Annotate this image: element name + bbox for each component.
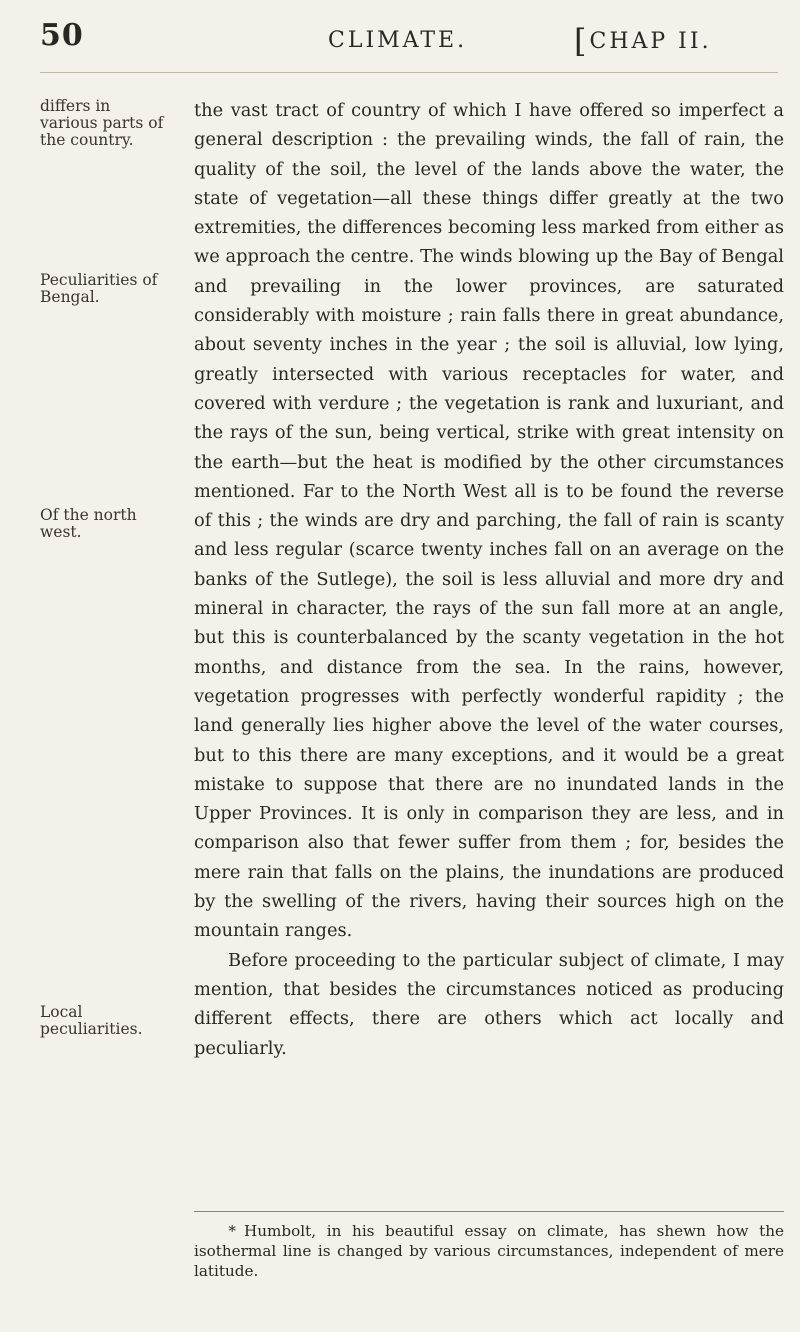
- header-rule: [40, 72, 778, 73]
- footnote-mark: *: [228, 1222, 236, 1240]
- margin-note-bengal: Peculiarities of Bengal.: [40, 271, 158, 306]
- body-text: [194, 96, 784, 1063]
- margin-note-local: Local peculiarities.: [40, 1003, 143, 1038]
- footnote-text: Humbolt, in his beautiful essay on climate, has shewn how the isothermal line is changed by various circumstances, independent of mere latitude.: [194, 1222, 784, 1280]
- footnote-rule: [194, 1211, 784, 1212]
- page-number: 50: [40, 18, 84, 53]
- chapter-bracket: [: [574, 22, 590, 60]
- paragraph: the vast tract of country of which I have offered so imperfect a general description : the prevailing winds, the fall of rain, the quality of the soil, the level of the lands above the water, the state of vegetation—all these things differ greatly at the two extremities, the differences becoming less marked from either as we approach the centre. The winds blowing up the Bay of Bengal and prevailing in the lower provinces, are saturated considerably with moisture ; rain falls there in great abundance, about seventy inches in the year ; the soil is alluvial, low lying, greatly intersected with various receptacles for water, and covered with verdure ; the vegetation is rank and luxuriant, and the rays of the sun, being vertical, strike with great intensity on the earth—but the heat is modified by the other circumstances mentioned. Far to the North West all is to be found the reverse of this ; the winds are dry and parching, the fall of rain is scanty and less regular (scarce twenty inches fall on an average on the banks of the Sutlege), the soil is less alluvial and more dry and mineral in character, the rays of the sun fall more at an angle, but this is counterbalanced by the scanty vegetation in the hot months, and distance from the sea. In the rains, however, vegetation progresses with perfectly wonderful rapidity ; the land generally lies higher above the level of the water courses, but to this there are many exceptions, and it would be a great mistake to suppose that there are no inundated lands in the Upper Provinces. It is only in comparison they are less, and in comparison also that fewer suffer from them ; for, besides the mere rain that falls on the plains, the inundations are produced by the swelling of the rivers, having their sources high on the mountain ranges.: [194, 100, 784, 942]
- chapter-text: CHAP II.: [589, 29, 712, 54]
- paragraph: Before proceeding to the particular subject of climate, I may mention, that besides the circumstances noticed as producing different effects, there are others which act locally and peculiarly.: [194, 949, 784, 1059]
- chapter-label: [574, 22, 712, 60]
- footnote: [194, 1221, 784, 1281]
- running-title: CLIMATE.: [328, 28, 468, 53]
- margin-note-differs: differs in various parts of the country.: [40, 97, 164, 149]
- margin-note-north-west: Of the north west.: [40, 506, 137, 541]
